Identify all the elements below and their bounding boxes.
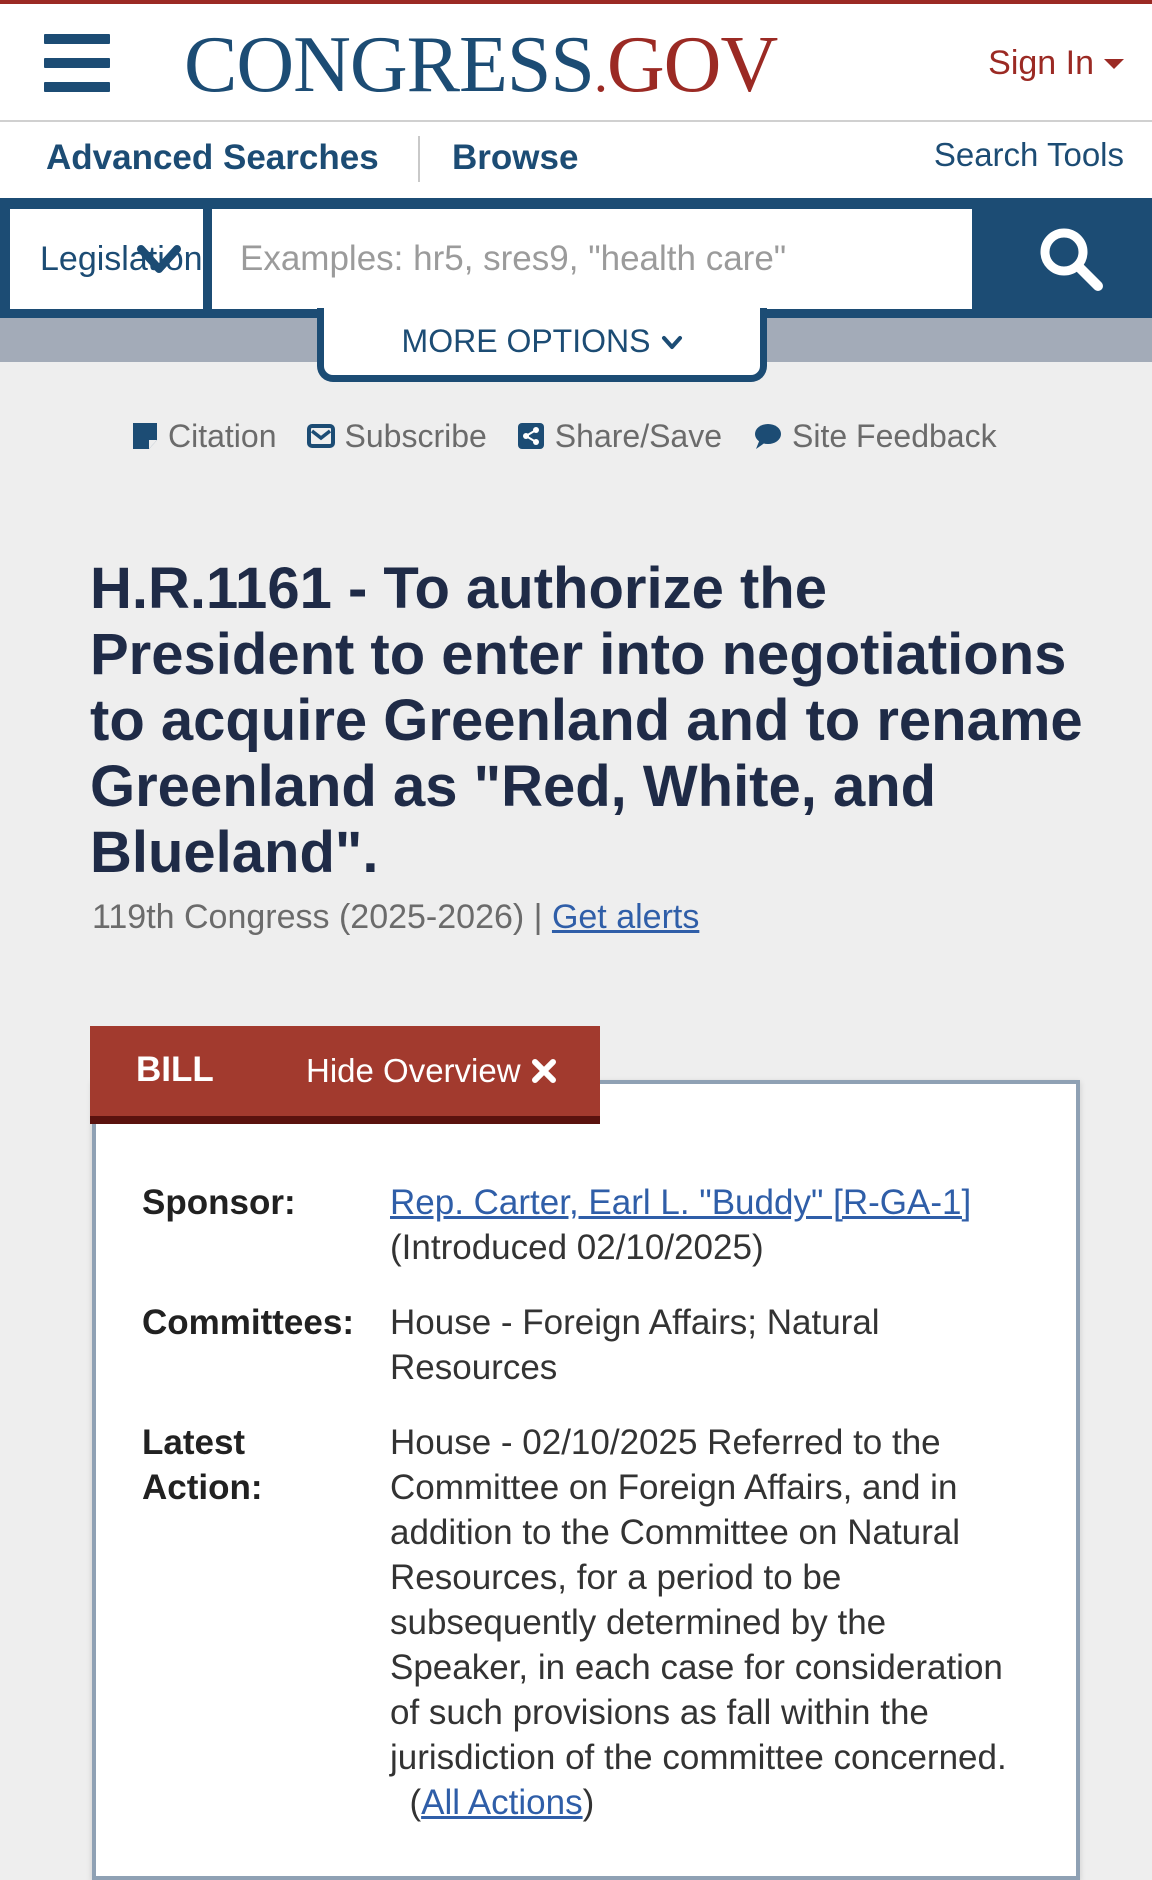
close-icon bbox=[531, 1058, 557, 1084]
site-header bbox=[0, 0, 1152, 122]
latest-action-text: House - 02/10/2025 Referred to the Committee on Foreign Affairs, and in addition to the Committee on Natural Resources, for a period to be subsequently determined by the Speaker, in each case for consideration of such provisions as fall within the jurisdiction of the committee concerned. bbox=[390, 1423, 1007, 1777]
hide-overview-label: Hide Overview bbox=[306, 1052, 521, 1089]
sponsor-value bbox=[390, 1180, 1010, 1270]
sign-in-button[interactable] bbox=[988, 44, 1124, 83]
speech-bubble-icon bbox=[752, 422, 782, 450]
share-icon bbox=[517, 422, 545, 450]
chevron-down-icon bbox=[662, 336, 682, 350]
citation-link[interactable] bbox=[132, 418, 277, 455]
page-title: H.R.1161 - To authorize the President to enter into negotiations to acquire Greenland and to rename Greenland as "Red, White, and Blueland". bbox=[90, 556, 1083, 885]
logo-congress: CONGRESS bbox=[184, 21, 594, 109]
congress-label: 119th Congress (2025-2026) bbox=[92, 898, 525, 936]
committees-label: Committees: bbox=[142, 1303, 354, 1342]
search-button[interactable] bbox=[990, 209, 1152, 309]
search-icon bbox=[1038, 226, 1104, 292]
collection-dropdown[interactable] bbox=[10, 209, 203, 309]
main-nav bbox=[0, 122, 1152, 198]
logo-dot: . bbox=[593, 42, 607, 104]
latest-action-label-line2: Action: bbox=[142, 1468, 263, 1507]
more-options-label: MORE OPTIONS bbox=[401, 323, 651, 359]
utility-links bbox=[132, 412, 997, 460]
site-feedback-link[interactable] bbox=[752, 418, 997, 455]
chevron-down-icon bbox=[137, 245, 181, 275]
nav-search-tools[interactable]: Search Tools bbox=[933, 136, 1124, 173]
site-logo[interactable] bbox=[184, 21, 778, 109]
share-save-link[interactable] bbox=[517, 418, 722, 455]
sponsor-label: Sponsor: bbox=[142, 1183, 296, 1222]
more-options-button[interactable] bbox=[317, 308, 767, 382]
get-alerts-link[interactable]: Get alerts bbox=[551, 898, 700, 936]
bill-tab bbox=[90, 1026, 600, 1124]
site-feedback-label: Site Feedback bbox=[792, 417, 997, 454]
envelope-icon bbox=[307, 423, 335, 449]
caret-down-icon bbox=[1104, 59, 1124, 69]
logo-gov: GOV bbox=[606, 21, 778, 109]
share-save-label: Share/Save bbox=[554, 417, 723, 454]
bill-tab-label: BILL bbox=[136, 1050, 214, 1089]
subscribe-label: Subscribe bbox=[344, 417, 487, 454]
menu-bar bbox=[44, 58, 110, 68]
latest-action-value bbox=[390, 1420, 1010, 1825]
menu-icon[interactable] bbox=[44, 34, 110, 92]
latest-action-label bbox=[142, 1420, 372, 1510]
separator: | bbox=[524, 898, 552, 936]
nav-browse[interactable]: Browse bbox=[452, 138, 579, 177]
all-actions-close: ) bbox=[582, 1783, 595, 1822]
congress-session bbox=[92, 898, 699, 937]
citation-label: Citation bbox=[168, 417, 277, 454]
all-actions-link[interactable]: All Actions bbox=[421, 1783, 583, 1822]
menu-bar bbox=[44, 34, 110, 44]
nav-advanced-searches[interactable]: Advanced Searches bbox=[46, 138, 379, 177]
subscribe-link[interactable] bbox=[307, 418, 487, 455]
citation-icon bbox=[132, 422, 158, 450]
latest-action-label-line1: Latest bbox=[142, 1423, 246, 1462]
search-input[interactable] bbox=[212, 209, 972, 309]
nav-divider bbox=[418, 136, 420, 182]
menu-bar bbox=[44, 82, 110, 92]
all-actions-open: ( bbox=[390, 1783, 422, 1822]
hide-overview-button[interactable] bbox=[306, 1052, 557, 1090]
sign-in-label: Sign In bbox=[988, 44, 1094, 82]
introduced-date: (Introduced 02/10/2025) bbox=[390, 1228, 764, 1267]
committees-value: House - Foreign Affairs; Natural Resources bbox=[390, 1303, 880, 1387]
collection-selected-value: Legislation bbox=[40, 239, 203, 278]
sponsor-link[interactable]: Rep. Carter, Earl L. "Buddy" [R-GA-1] bbox=[390, 1183, 972, 1222]
